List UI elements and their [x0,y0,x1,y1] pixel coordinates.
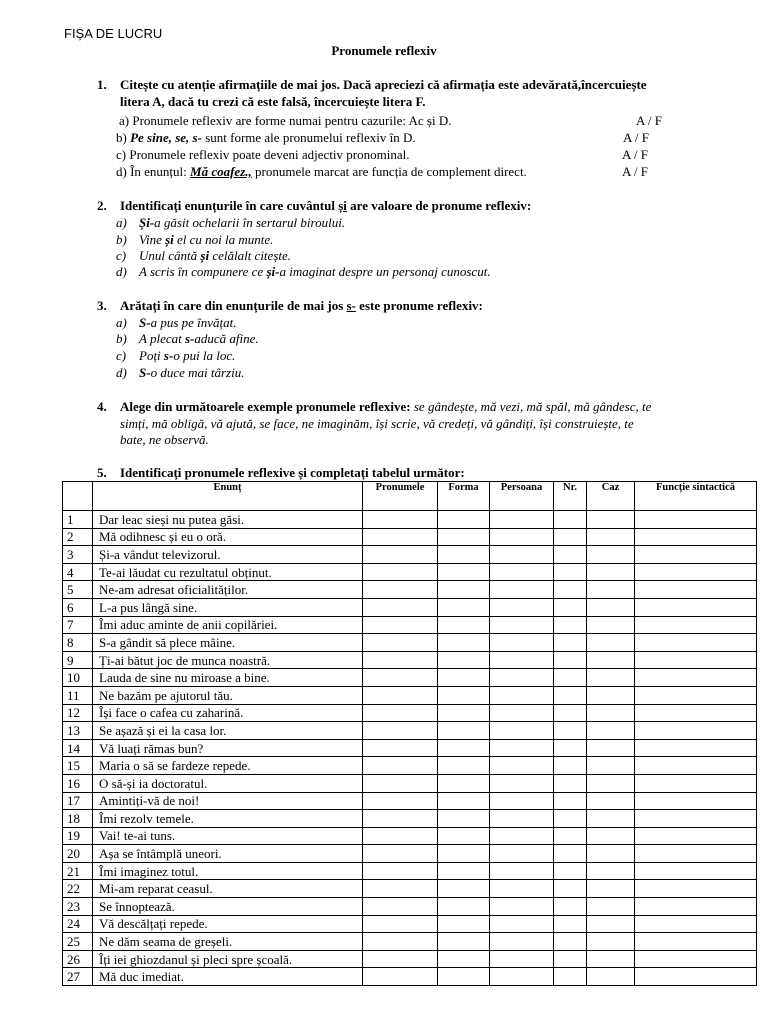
row-sentence: Ți-ai bătut joc de munca noastră. [93,651,363,669]
q1-item-a: a) Pronumele reflexiv are forme numai pentru cazurile: Ac și D. [119,113,452,128]
nr-cell[interactable] [554,563,587,581]
nr-cell[interactable] [554,950,587,968]
reflexive-pronoun-table [62,481,757,986]
nr-cell[interactable] [554,915,587,933]
pronumele-cell[interactable] [363,686,438,704]
q3-item-d: d) S-o duce mai târziu. [116,365,245,380]
forma-cell[interactable] [438,528,490,546]
row-number: 16 [63,774,93,792]
row-number: 12 [63,704,93,722]
functie-cell[interactable] [635,950,757,968]
persoana-cell[interactable] [490,950,554,968]
row-number: 11 [63,686,93,704]
q4-number: 4. [97,399,107,414]
persoana-cell[interactable] [490,563,554,581]
nr-cell[interactable] [554,528,587,546]
persoana-cell[interactable] [490,722,554,740]
persoana-cell[interactable] [490,933,554,951]
persoana-cell[interactable] [490,616,554,634]
caz-cell[interactable] [587,915,635,933]
forma-cell[interactable] [438,792,490,810]
caz-cell[interactable] [587,845,635,863]
nr-cell[interactable] [554,757,587,775]
table-row [63,686,757,704]
persoana-cell[interactable] [490,511,554,529]
table-row [63,774,757,792]
table-row [63,634,757,652]
persoana-cell[interactable] [490,968,554,986]
table-row [63,827,757,845]
caz-cell[interactable] [587,827,635,845]
q1-answer-c[interactable]: A / F [622,147,649,162]
nr-cell[interactable] [554,634,587,652]
functie-cell[interactable] [635,968,757,986]
row-number: 2 [63,528,93,546]
functie-cell[interactable] [635,528,757,546]
row-sentence: Se înnoptează. [93,898,363,916]
pronumele-cell[interactable] [363,598,438,616]
q5-number: 5. [97,465,107,480]
persoana-cell[interactable] [490,827,554,845]
caz-cell[interactable] [587,722,635,740]
q3-item-c: c) Poți s-o pui la loc. [116,348,236,363]
functie-cell[interactable] [635,722,757,740]
functie-cell[interactable] [635,757,757,775]
table-row [63,722,757,740]
functie-cell[interactable] [635,616,757,634]
forma-cell[interactable] [438,722,490,740]
caz-cell[interactable] [587,511,635,529]
table-row [63,528,757,546]
forma-cell[interactable] [438,862,490,880]
persoana-cell[interactable] [490,757,554,775]
forma-cell[interactable] [438,757,490,775]
col-header-enunt: Enunț [93,482,363,511]
row-number: 24 [63,915,93,933]
caz-cell[interactable] [587,651,635,669]
caz-cell[interactable] [587,546,635,564]
row-sentence: Dar leac sieși nu putea găsi. [93,511,363,529]
row-sentence: Maria o să se fardeze repede. [93,757,363,775]
functie-cell[interactable] [635,898,757,916]
persoana-cell[interactable] [490,651,554,669]
forma-cell[interactable] [438,581,490,599]
pronumele-cell[interactable] [363,704,438,722]
caz-cell[interactable] [587,933,635,951]
forma-cell[interactable] [438,774,490,792]
q1-answer-b[interactable]: A / F [623,130,650,145]
q1-item-d: d) În enunțul: Mă coafez., pronumele marcat are funcția de complement direct. [116,164,527,179]
pronumele-cell[interactable] [363,651,438,669]
caz-cell[interactable] [587,704,635,722]
q1-item-b: b) Pe sine, se, s- sunt forme ale pronumelui reflexiv în D. [116,130,416,145]
q2-item-b: b) Vine și el cu noi la munte. [116,232,274,247]
pronumele-cell[interactable] [363,616,438,634]
row-sentence: Ne bazăm pe ajutorul tău. [93,686,363,704]
pronumele-cell[interactable] [363,528,438,546]
q2-item-c: c) Unul cântă și celălalt citește. [116,248,292,263]
persoana-cell[interactable] [490,810,554,828]
functie-cell[interactable] [635,739,757,757]
q1-text-line2: litera A, dacă tu crezi că este falsă, încercuiește litera F. [120,94,426,109]
nr-cell[interactable] [554,598,587,616]
functie-cell[interactable] [635,915,757,933]
functie-cell[interactable] [635,651,757,669]
functie-cell[interactable] [635,546,757,564]
nr-cell[interactable] [554,616,587,634]
functie-cell[interactable] [635,827,757,845]
pronumele-cell[interactable] [363,722,438,740]
pronumele-cell[interactable] [363,563,438,581]
table-row [63,933,757,951]
functie-cell[interactable] [635,669,757,687]
row-number: 13 [63,722,93,740]
caz-cell[interactable] [587,950,635,968]
row-sentence: Mă odihnesc și eu o oră. [93,528,363,546]
table-row [63,757,757,775]
col-header-functie: Funcție sintactică [635,482,757,511]
pronumele-cell[interactable] [363,898,438,916]
functie-cell[interactable] [635,686,757,704]
q4-text-line1: Alege din următoarele exemple pronumele reflexive: se gândește, mă vezi, mă spăl, mă gândesc, te [120,399,652,414]
functie-cell[interactable] [635,581,757,599]
table-row [63,845,757,863]
q3-item-a: a) S-a pus pe învățat. [116,315,237,330]
pronumele-cell[interactable] [363,774,438,792]
forma-cell[interactable] [438,651,490,669]
table-header-row [63,482,757,511]
nr-cell[interactable] [554,810,587,828]
row-number: 25 [63,933,93,951]
q4-text-line2: simți, mă obligă, vă ajută, se face, ne imaginăm, își scrie, vă credeți, vă gândiți, își construiește, te [120,416,634,431]
persoana-cell[interactable] [490,581,554,599]
persoana-cell[interactable] [490,862,554,880]
row-sentence: Îmi rezolv temele. [93,810,363,828]
table-row [63,792,757,810]
row-sentence: Vai! te-ai tuns. [93,827,363,845]
worksheet-label: FIȘA DE LUCRU [64,26,163,41]
forma-cell[interactable] [438,950,490,968]
persoana-cell[interactable] [490,528,554,546]
row-sentence: Așa se întâmplă uneori. [93,845,363,863]
row-number: 7 [63,616,93,634]
col-number-header [63,482,93,511]
row-number: 1 [63,511,93,529]
q2-item-d: d) A scris în compunere ce și-a imaginat despre un personaj cunoscut. [116,264,491,279]
table-row [63,598,757,616]
forma-cell[interactable] [438,511,490,529]
functie-cell[interactable] [635,511,757,529]
pronumele-cell[interactable] [363,827,438,845]
row-number: 26 [63,950,93,968]
col-header-nr: Nr. [554,482,587,511]
forma-cell[interactable] [438,669,490,687]
row-number: 10 [63,669,93,687]
functie-cell[interactable] [635,933,757,951]
row-sentence: Îmi imaginez totul. [93,862,363,880]
functie-cell[interactable] [635,810,757,828]
forma-cell[interactable] [438,898,490,916]
row-number: 21 [63,862,93,880]
table-row [63,546,757,564]
row-sentence: Ne dăm seama de greșeli. [93,933,363,951]
caz-cell[interactable] [587,810,635,828]
row-sentence: Lauda de sine nu miroase a bine. [93,669,363,687]
row-number: 9 [63,651,93,669]
functie-cell[interactable] [635,862,757,880]
nr-cell[interactable] [554,792,587,810]
col-header-forma: Forma [438,482,490,511]
table-row [63,651,757,669]
row-number: 23 [63,898,93,916]
forma-cell[interactable] [438,704,490,722]
caz-cell[interactable] [587,757,635,775]
pronumele-cell[interactable] [363,968,438,986]
nr-cell[interactable] [554,651,587,669]
table-row [63,862,757,880]
row-number: 3 [63,546,93,564]
row-sentence: L-a pus lângă sine. [93,598,363,616]
pronumele-cell[interactable] [363,581,438,599]
row-sentence: Îmi aduc aminte de anii copilăriei. [93,616,363,634]
pronumele-cell[interactable] [363,669,438,687]
nr-cell[interactable] [554,669,587,687]
pronumele-cell[interactable] [363,950,438,968]
row-number: 14 [63,739,93,757]
forma-cell[interactable] [438,634,490,652]
persoana-cell[interactable] [490,669,554,687]
row-sentence: Ne-am adresat oficialităților. [93,581,363,599]
nr-cell[interactable] [554,511,587,529]
row-number: 8 [63,634,93,652]
functie-cell[interactable] [635,634,757,652]
nr-cell[interactable] [554,862,587,880]
nr-cell[interactable] [554,845,587,863]
row-number: 4 [63,563,93,581]
q4-text-line3: bate, ne observă. [120,432,209,447]
functie-cell[interactable] [635,792,757,810]
q3-number: 3. [97,298,107,313]
q3-item-b: b) A plecat s-aducă afine. [116,331,259,346]
caz-cell[interactable] [587,581,635,599]
persoana-cell[interactable] [490,880,554,898]
pronumele-cell[interactable] [363,634,438,652]
col-header-persoana: Persoana [490,482,554,511]
row-sentence: Își face o cafea cu zaharină. [93,704,363,722]
forma-cell[interactable] [438,686,490,704]
nr-cell[interactable] [554,722,587,740]
q1-number: 1. [97,77,107,92]
forma-cell[interactable] [438,880,490,898]
nr-cell[interactable] [554,933,587,951]
caz-cell[interactable] [587,792,635,810]
nr-cell[interactable] [554,774,587,792]
table-row [63,739,757,757]
table-row [63,563,757,581]
row-sentence: S-a gândit să plece mâine. [93,634,363,652]
caz-cell[interactable] [587,862,635,880]
persoana-cell[interactable] [490,634,554,652]
table-row [63,581,757,599]
nr-cell[interactable] [554,704,587,722]
persoana-cell[interactable] [490,546,554,564]
persoana-cell[interactable] [490,739,554,757]
persoana-cell[interactable] [490,792,554,810]
row-sentence: Te-ai lăudat cu rezultatul obținut. [93,563,363,581]
caz-cell[interactable] [587,528,635,546]
q1-item-c: c) Pronumele reflexiv poate deveni adjectiv pronominal. [116,147,410,162]
caz-cell[interactable] [587,968,635,986]
caz-cell[interactable] [587,739,635,757]
table-row [63,669,757,687]
table-row [63,968,757,986]
page-title: Pronumele reflexiv [331,43,437,58]
nr-cell[interactable] [554,546,587,564]
caz-cell[interactable] [587,880,635,898]
forma-cell[interactable] [438,563,490,581]
forma-cell[interactable] [438,915,490,933]
pronumele-cell[interactable] [363,845,438,863]
table-row [63,880,757,898]
nr-cell[interactable] [554,827,587,845]
pronumele-cell[interactable] [363,757,438,775]
forma-cell[interactable] [438,933,490,951]
row-number: 5 [63,581,93,599]
table-row [63,511,757,529]
q2-item-a: a) Și-a găsit ochelarii în sertarul biroului. [116,215,346,230]
q2-text: Identificați enunțurile în care cuvântul și are valoare de pronume reflexiv: [120,198,532,213]
forma-cell[interactable] [438,616,490,634]
pronumele-cell[interactable] [363,546,438,564]
row-number: 19 [63,827,93,845]
pronumele-cell[interactable] [363,739,438,757]
row-sentence: Mă duc imediat. [93,968,363,986]
functie-cell[interactable] [635,880,757,898]
caz-cell[interactable] [587,686,635,704]
q5-text: Identificați pronumele reflexive și completați tabelul următor: [120,465,465,480]
pronumele-cell[interactable] [363,792,438,810]
row-number: 20 [63,845,93,863]
pronumele-cell[interactable] [363,810,438,828]
row-sentence: Mi-am reparat ceasul. [93,880,363,898]
row-number: 22 [63,880,93,898]
table-row [63,616,757,634]
nr-cell[interactable] [554,968,587,986]
table-row [63,915,757,933]
caz-cell[interactable] [587,774,635,792]
pronumele-cell[interactable] [363,915,438,933]
functie-cell[interactable] [635,845,757,863]
q3-text: Arătați în care din enunțurile de mai jos s- este pronume reflexiv: [120,298,483,313]
table-row [63,950,757,968]
caz-cell[interactable] [587,563,635,581]
q1-answer-d[interactable]: A / F [622,164,649,179]
pronumele-cell[interactable] [363,933,438,951]
nr-cell[interactable] [554,581,587,599]
forma-cell[interactable] [438,739,490,757]
q1-text-line1: Citește cu atenție afirmațiile de mai jos. Dacă apreciezi că afirmația este adevărată,încercuiește [120,77,647,92]
forma-cell[interactable] [438,810,490,828]
q2-number: 2. [97,198,107,213]
nr-cell[interactable] [554,880,587,898]
nr-cell[interactable] [554,898,587,916]
col-header-pronumele: Pronumele [363,482,438,511]
functie-cell[interactable] [635,704,757,722]
table-row [63,898,757,916]
row-sentence: Îți iei ghiozdanul și pleci spre școală. [93,950,363,968]
caz-cell[interactable] [587,598,635,616]
table-row [63,704,757,722]
row-number: 18 [63,810,93,828]
row-sentence: Se așază și ei la casa lor. [93,722,363,740]
forma-cell[interactable] [438,968,490,986]
row-sentence: O să-și ia doctoratul. [93,774,363,792]
pronumele-cell[interactable] [363,511,438,529]
caz-cell[interactable] [587,634,635,652]
caz-cell[interactable] [587,616,635,634]
forma-cell[interactable] [438,546,490,564]
row-sentence: Vă descălțați repede. [93,915,363,933]
caz-cell[interactable] [587,669,635,687]
functie-cell[interactable] [635,598,757,616]
col-header-caz: Caz [587,482,635,511]
row-number: 17 [63,792,93,810]
row-sentence: Amintiți-vă de noi! [93,792,363,810]
functie-cell[interactable] [635,774,757,792]
persoana-cell[interactable] [490,704,554,722]
forma-cell[interactable] [438,598,490,616]
forma-cell[interactable] [438,845,490,863]
persoana-cell[interactable] [490,774,554,792]
row-sentence: Vă luați rămas bun? [93,739,363,757]
row-sentence: Și-a vândut televizorul. [93,546,363,564]
row-number: 15 [63,757,93,775]
persoana-cell[interactable] [490,898,554,916]
table-row [63,810,757,828]
nr-cell[interactable] [554,686,587,704]
persoana-cell[interactable] [490,598,554,616]
forma-cell[interactable] [438,827,490,845]
functie-cell[interactable] [635,563,757,581]
row-number: 6 [63,598,93,616]
pronumele-cell[interactable] [363,862,438,880]
nr-cell[interactable] [554,739,587,757]
caz-cell[interactable] [587,898,635,916]
persoana-cell[interactable] [490,686,554,704]
row-number: 27 [63,968,93,986]
persoana-cell[interactable] [490,845,554,863]
q1-answer-a[interactable]: A / F [636,113,663,128]
persoana-cell[interactable] [490,915,554,933]
pronumele-cell[interactable] [363,880,438,898]
